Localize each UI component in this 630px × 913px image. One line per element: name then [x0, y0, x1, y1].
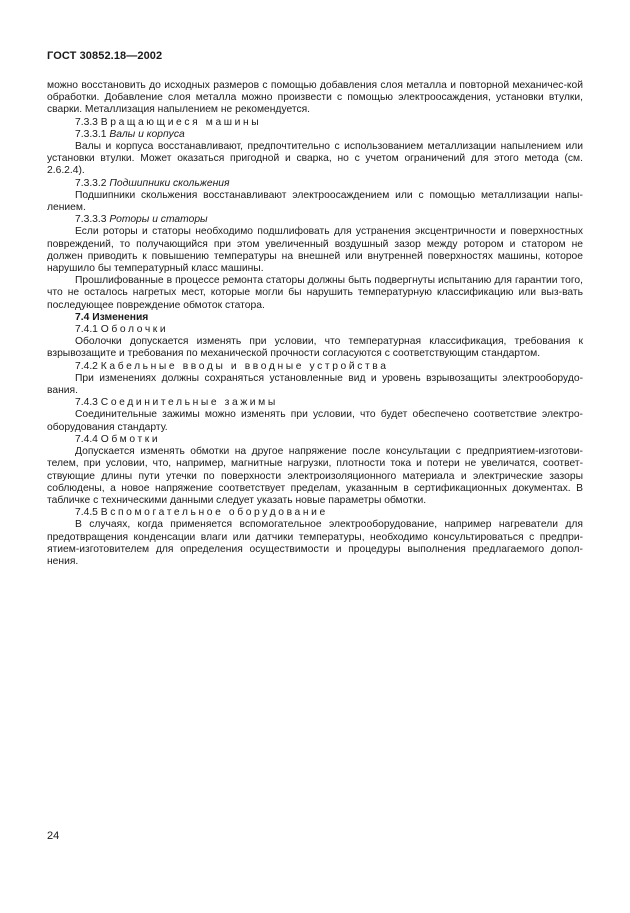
section-number: 7.4.1: [75, 324, 98, 336]
document-body: [47, 80, 583, 568]
body-paragraph: можно восстановить до исходных размеров с помощью добавления слоя металла и повторной механичес-кой обработки. Добавление слоя металла можно произвести с помощью электроосаждения, установки втулки, сварки. Металлизация напылением не рекомендуется.: [47, 80, 583, 116]
section-title: Валы и корпуса: [109, 128, 185, 140]
section-title: Изменения: [92, 311, 149, 323]
body-paragraph: Допускается изменять обмотки на другое напряжение после консультации с предприятием-изготови-телем, при условии, что, например, магнитные нагрузки, плотности тока и потери не увеличатся, соответ-ствующие длины пути утечки по поверхности электроизоляционного материала и электрические зазоры соблюдены, а новое напряжение соответствует пределам, указанным в сертификационных документах. В табличке с техническими данными следует указать новые параметры обмотки.: [47, 446, 583, 506]
section-heading: [47, 434, 583, 446]
section-heading: [47, 361, 583, 373]
section-heading: [47, 324, 583, 336]
section-title: Вспомогательное оборудование: [100, 507, 328, 519]
body-paragraph: Соединительные зажимы можно изменять при условии, что будет обеспечено соответствие электро-оборудования стандарту.: [47, 409, 583, 433]
section-heading: [47, 507, 583, 519]
body-paragraph: В случаях, когда применяется вспомогательное электрооборудование, например нагреватели для предотвращения конденсации влаги или датчики температуры, необходимо консультироваться с предпри-ятием-изготовителем для определения осуществимости и процедуры выполнения предлагаемого допол-нения.: [47, 519, 583, 567]
body-paragraph: Если роторы и статоры необходимо подшлифовать для устранения эксцентричности и поверхностных повреждений, то получающийся при этом увеличенный воздушный зазор между ротором и статором не должен приводить к повышению температуры на внешней или внутренней поверхностях машины, которое нарушило бы температурный класс машины.: [47, 226, 583, 275]
section-title: Роторы и статоры: [109, 214, 208, 226]
body-paragraph: Прошлифованные в процессе ремонта статоры должны быть подвергнуты испытанию для гарантии того, что не осталось нагретых мест, которые могли бы нарушить температурную классификацию или выз-вать последующее повреждение обмоток статора.: [47, 275, 583, 311]
section-heading: [47, 178, 583, 190]
body-paragraph: Подшипники скольжения восстанавливают электроосаждением или с помощью металлизации напы-лением.: [47, 189, 583, 214]
body-paragraph: При изменениях должны сохраняться установленные вид и уровень взрывозащиты электрооборудо-вания.: [47, 372, 583, 397]
document-header: ГОСТ 30852.18—2002: [47, 50, 163, 62]
section-number: 7.4: [75, 311, 90, 323]
section-number: 7.4.3: [75, 397, 98, 409]
body-paragraph: Оболочки допускается изменять при условии, что температурная классификация, требования к взрывозащите и требования по механической прочности согласуются с соответствующим стандартом.: [47, 336, 583, 360]
section-number: 7.4.4: [75, 433, 98, 445]
section-heading: [47, 129, 583, 141]
body-paragraph: Валы и корпуса восстанавливают, предпочтительно с использованием металлизации напылением или установки втулки. Может оказаться пригодной и сварка, но с учетом ограничений для этого метода (см. 2.6.2.4).: [47, 141, 583, 177]
page-number: 24: [47, 830, 60, 842]
section-number: 7.4.2: [75, 360, 98, 372]
section-title: Подшипники скольжения: [109, 177, 230, 189]
section-title: Оболочки: [100, 324, 169, 336]
section-title: Соединительные зажимы: [100, 397, 278, 409]
section-title: Обмотки: [100, 433, 161, 445]
section-title: Вращающиеся машины: [100, 116, 262, 128]
section-heading: [47, 397, 583, 409]
section-number: 7.3.3.1: [75, 128, 107, 140]
section-heading: [47, 312, 583, 324]
section-number: 7.3.3: [75, 116, 98, 128]
section-number: 7.3.3.3: [75, 214, 107, 226]
section-heading: [47, 117, 583, 129]
section-number: 7.3.3.2: [75, 177, 107, 189]
section-heading: [47, 214, 583, 226]
section-title: Кабельные вводы и вводные устройства: [100, 360, 389, 372]
section-number: 7.4.5: [75, 507, 98, 519]
